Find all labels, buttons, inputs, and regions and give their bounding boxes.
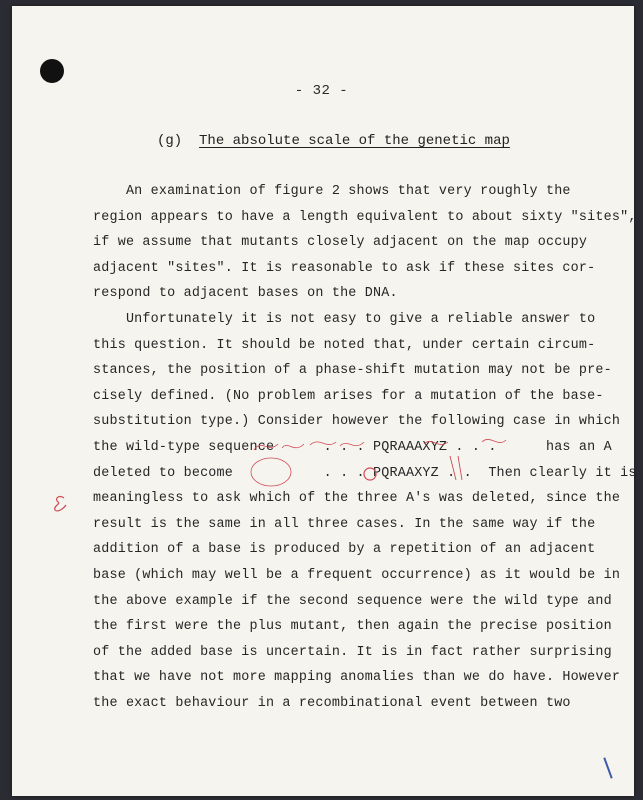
text-line: An examination of figure 2 shows that very roughly the: [93, 184, 571, 199]
text-line: Unfortunately it is not easy to give a reliable answer to: [93, 311, 596, 327]
text-line: that we have not more mapping anomalies than we do have. However: [93, 670, 621, 686]
text-line: base (which may well be a frequent occurrence) as it would be in: [93, 567, 621, 583]
text-line: region appears to have a length equivalent to about sixty "sites",: [93, 209, 637, 225]
text-line: addition of a base is produced by a repetition of an adjacent: [93, 542, 596, 558]
section-heading: [157, 133, 510, 149]
text-line: meaningless to ask which of the three A's was deleted, since the: [93, 491, 621, 507]
text-line: cisely defined. (No problem arises for a mutation of the base-: [93, 388, 604, 404]
text-line: this question. It should be noted that, under certain circum-: [93, 337, 596, 353]
text-line: substitution type.) Consider however the following case in which: [93, 414, 621, 430]
section-label: (g): [157, 133, 183, 149]
page-number: - 32 -: [294, 83, 349, 99]
text-line: of the added base is uncertain. It is in fact rather surprising: [93, 644, 612, 660]
text-line: adjacent "sites". It is reasonable to ask if these sites cor-: [93, 260, 596, 276]
text-line: stances, the position of a phase-shift mutation may not be pre-: [93, 363, 612, 379]
text-line: respond to adjacent bases on the DNA.: [93, 286, 398, 302]
margin-annotation-icon: [50, 495, 70, 513]
text-line: if we assume that mutants closely adjacent on the map occupy: [93, 235, 588, 251]
text-line: the above example if the second sequence were the wild type and: [93, 593, 612, 609]
text-line: deleted to become . . . PQRAAXYZ . . Then clearly it is: [93, 465, 637, 481]
insert-mark-icon: [362, 466, 378, 482]
text-line: the exact behaviour in a recombinational event between two: [93, 695, 571, 711]
punch-hole: [40, 59, 64, 83]
section-title: The absolute scale of the genetic map: [199, 133, 510, 149]
text-line: the wild-type sequence . . . PQRAAAXYZ . . . has an A: [93, 439, 612, 455]
text-line: result is the same in all three cases. In the same way if the: [93, 516, 596, 532]
text-line: the first were the plus mutant, then again the precise position: [93, 619, 612, 635]
pen-scribble-icon: [250, 430, 550, 490]
